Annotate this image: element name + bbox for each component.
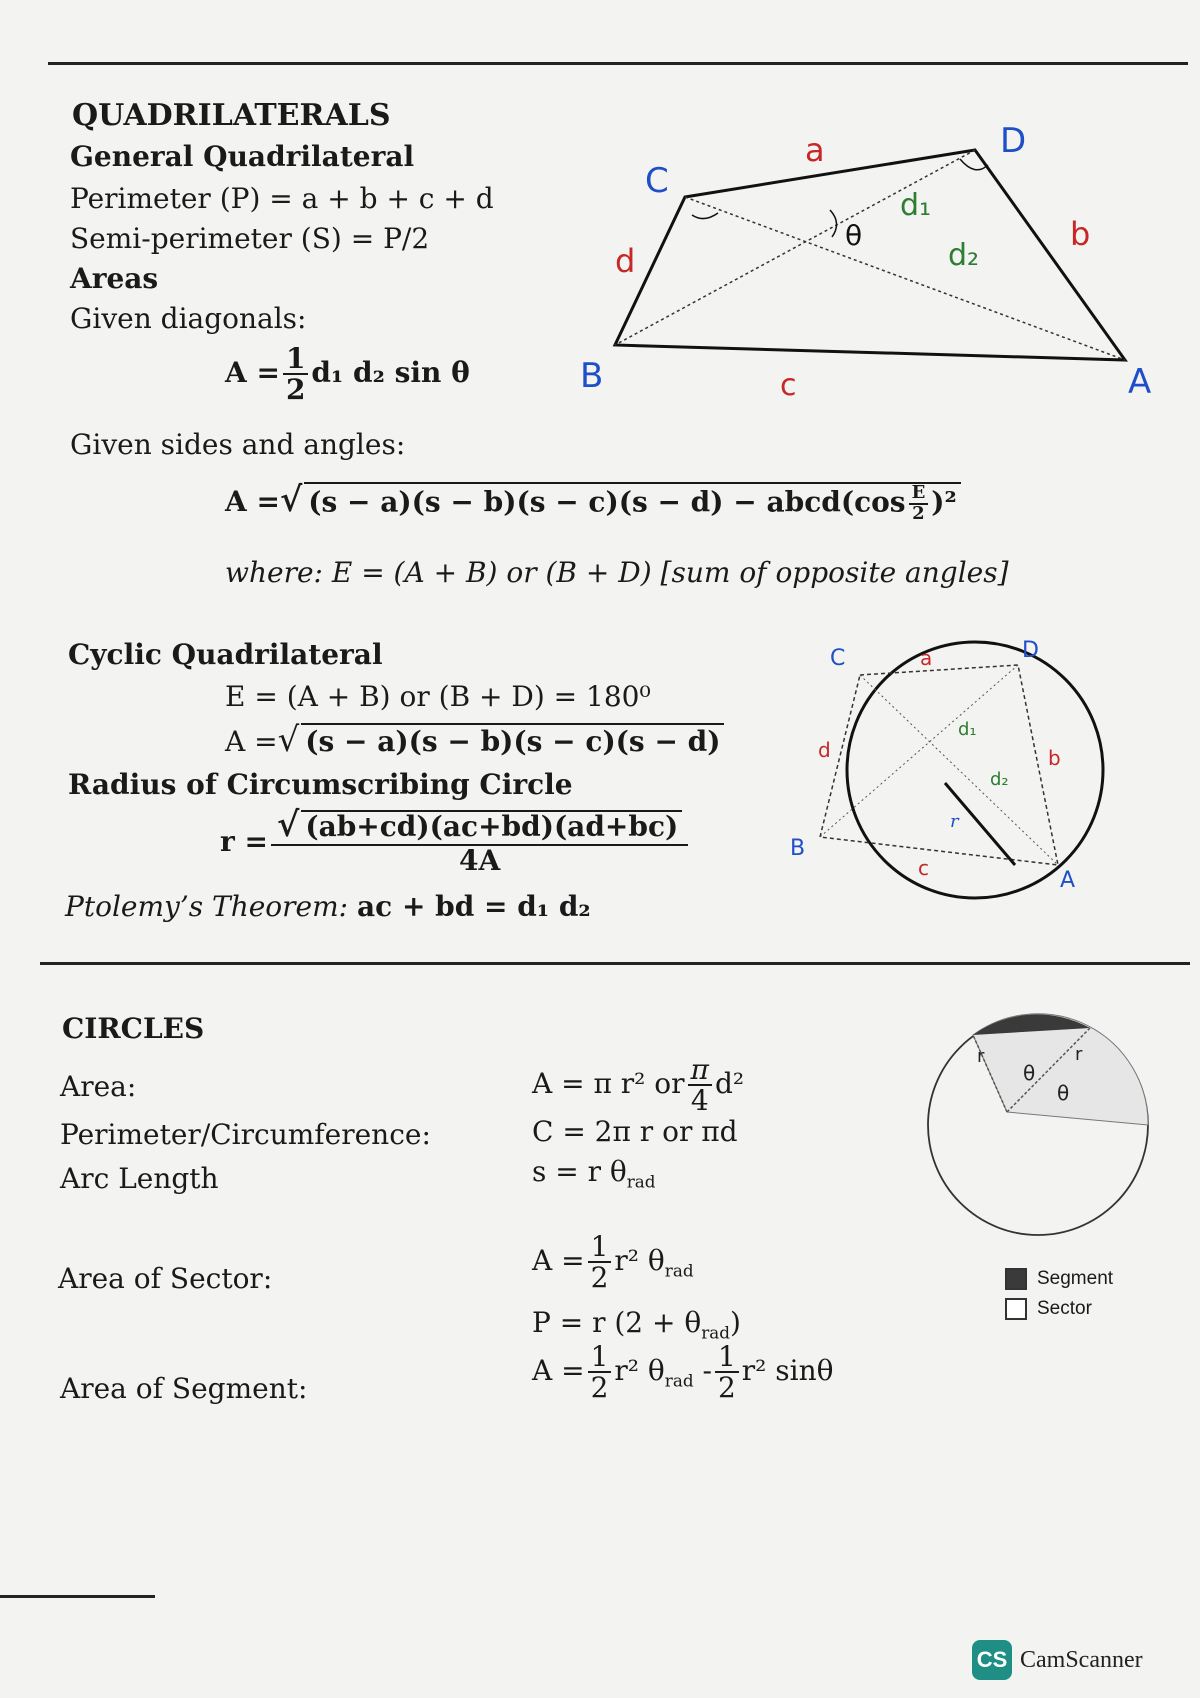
semiperimeter-formula: Semi-perimeter (S) = P/2	[70, 222, 430, 255]
sector-label-r1: r	[977, 1046, 985, 1067]
diagonal-area-formula	[225, 344, 470, 405]
label-a: a	[805, 131, 825, 169]
given-sides-label: Given sides and angles:	[70, 428, 406, 461]
diag-lhs: A =	[225, 355, 280, 389]
bretschneider-formula: A =√ (s − a)(s − b)(s − c)(s − d) − abcd(cos $\frac{E}{2}$ )²	[225, 480, 961, 523]
section-title-quadrilaterals: QUADRILATERALS	[72, 98, 391, 133]
label-d: d	[615, 242, 636, 280]
arc-length-formula: s = r $\theta_{rad}$	[532, 1155, 656, 1192]
circumradius-formula: r = $\frac{√ (ab+cd)(ac+bd)(ad+bc)}{4A}$	[220, 808, 691, 875]
bottom-left-stroke	[0, 1595, 155, 1598]
sector-swatch	[1005, 1298, 1027, 1320]
camscanner-text: CamScanner	[1020, 1646, 1143, 1673]
camscanner-logo: CS	[972, 1640, 1012, 1680]
bret-lhs: A =	[225, 485, 280, 518]
theta-arc	[830, 210, 837, 237]
cyclic-diagonal-d1	[860, 675, 1058, 865]
sector-segment-diagram	[905, 1000, 1170, 1240]
areas-title: Areas	[70, 262, 159, 295]
cyclic-quadrilateral-diagram	[790, 635, 1110, 905]
segment-area-formula: A = $\frac{1}{2}$ r² $\theta_{rad}$ - $\frac{1}{2}$ r² sinθ	[532, 1340, 834, 1405]
general-quadrilateral-title: General Quadrilateral	[70, 140, 415, 173]
given-diagonals-label: Given diagonals:	[70, 302, 307, 335]
sector-label-r2: r	[1075, 1044, 1083, 1065]
cyc-label-d1: d₁	[958, 719, 977, 740]
sector-label-theta1: θ	[1023, 1061, 1036, 1085]
perimeter-formula: Perimeter (P) = a + b + c + d	[70, 182, 494, 215]
vertex-D: D	[1000, 121, 1027, 161]
camscanner-watermark	[972, 1640, 1143, 1680]
brahmagupta-formula: A =√ (s − a)(s − b)(s − c)(s − d)	[225, 720, 724, 760]
vertex-B: B	[580, 356, 604, 396]
circle-area-formula: A = π r² or $\frac{\pi}{4}$ d²	[532, 1053, 745, 1118]
circumference-formula: C = 2π r or πd	[532, 1115, 738, 1148]
circumradius-fraction: $\frac{√ (ab+cd)(ac+bd)(ad+bc)}{4A}$	[271, 808, 688, 875]
section-title-circles: CIRCLES	[62, 1012, 205, 1045]
general-quadrilateral-diagram	[580, 115, 1180, 415]
cyc-label-c: c	[918, 856, 929, 880]
cyclic-angle-equation: E = (A + B) or (B + D) = 180⁰	[225, 680, 651, 713]
bret-radicand: (s − a)(s − b)(s − c)(s − d) − abcd(cos $\frac{E}{2}$ )²	[304, 482, 961, 524]
top-rule	[48, 62, 1188, 65]
area-label: Area:	[60, 1070, 137, 1103]
circumcircle	[847, 642, 1103, 898]
vertex-A: A	[1128, 362, 1152, 402]
label-b: b	[1070, 215, 1091, 253]
quad-outline	[615, 150, 1125, 360]
cyc-vertex-C: C	[830, 646, 846, 671]
cyc-vertex-D: D	[1022, 638, 1039, 663]
cyc-label-d2: d₂	[990, 769, 1009, 790]
sector-perimeter-formula: P = r $(2 + \theta_{rad})$	[532, 1306, 741, 1343]
half-fraction: $\frac{1}{2}$	[283, 344, 308, 405]
vertex-C: C	[645, 161, 669, 201]
cyc-label-b: b	[1048, 746, 1061, 770]
section-divider	[40, 962, 1190, 965]
cyc-label-d: d	[818, 738, 831, 762]
diag-rhs: d₁ d₂ sin θ	[311, 355, 470, 389]
legend-sector: Sector	[1005, 1298, 1092, 1320]
label-c: c	[780, 368, 797, 403]
cyc-label-a: a	[920, 646, 933, 670]
brahmagupta-radicand: (s − a)(s − b)(s − c)(s − d)	[301, 723, 724, 758]
cyc-vertex-A: A	[1060, 868, 1076, 893]
ptolemy-theorem: Ptolemy’s Theorem: ac + bd = d₁ d₂	[65, 890, 591, 923]
cyclic-quadrilateral-title: Cyclic Quadrilateral	[68, 638, 383, 671]
sector-area-label: Area of Sector:	[58, 1262, 273, 1295]
radius-circumscribing-title: Radius of Circumscribing Circle	[68, 768, 573, 801]
angle-arc-c	[692, 213, 718, 219]
cyc-vertex-B: B	[790, 836, 806, 861]
label-d1: d₁	[900, 188, 932, 223]
segment-swatch	[1005, 1268, 1027, 1290]
label-d2: d₂	[948, 238, 980, 273]
cyc-label-r: r	[950, 811, 959, 832]
perimeter-label: Perimeter/Circumference:	[60, 1118, 431, 1151]
cyclic-quad-outline	[820, 665, 1058, 865]
segment-area-label: Area of Segment:	[60, 1372, 308, 1405]
legend-segment: Segment	[1005, 1268, 1113, 1290]
where-note: where: E = (A + B) or (B + D) [sum of opposite angles]	[225, 556, 1009, 589]
sector-area-formula: A = $\frac{1}{2}$ r² $\theta_{rad}$	[532, 1230, 694, 1295]
label-theta: θ	[845, 219, 863, 252]
arc-length-label: Arc Length	[60, 1162, 219, 1195]
sector-label-theta2: θ	[1057, 1081, 1070, 1105]
